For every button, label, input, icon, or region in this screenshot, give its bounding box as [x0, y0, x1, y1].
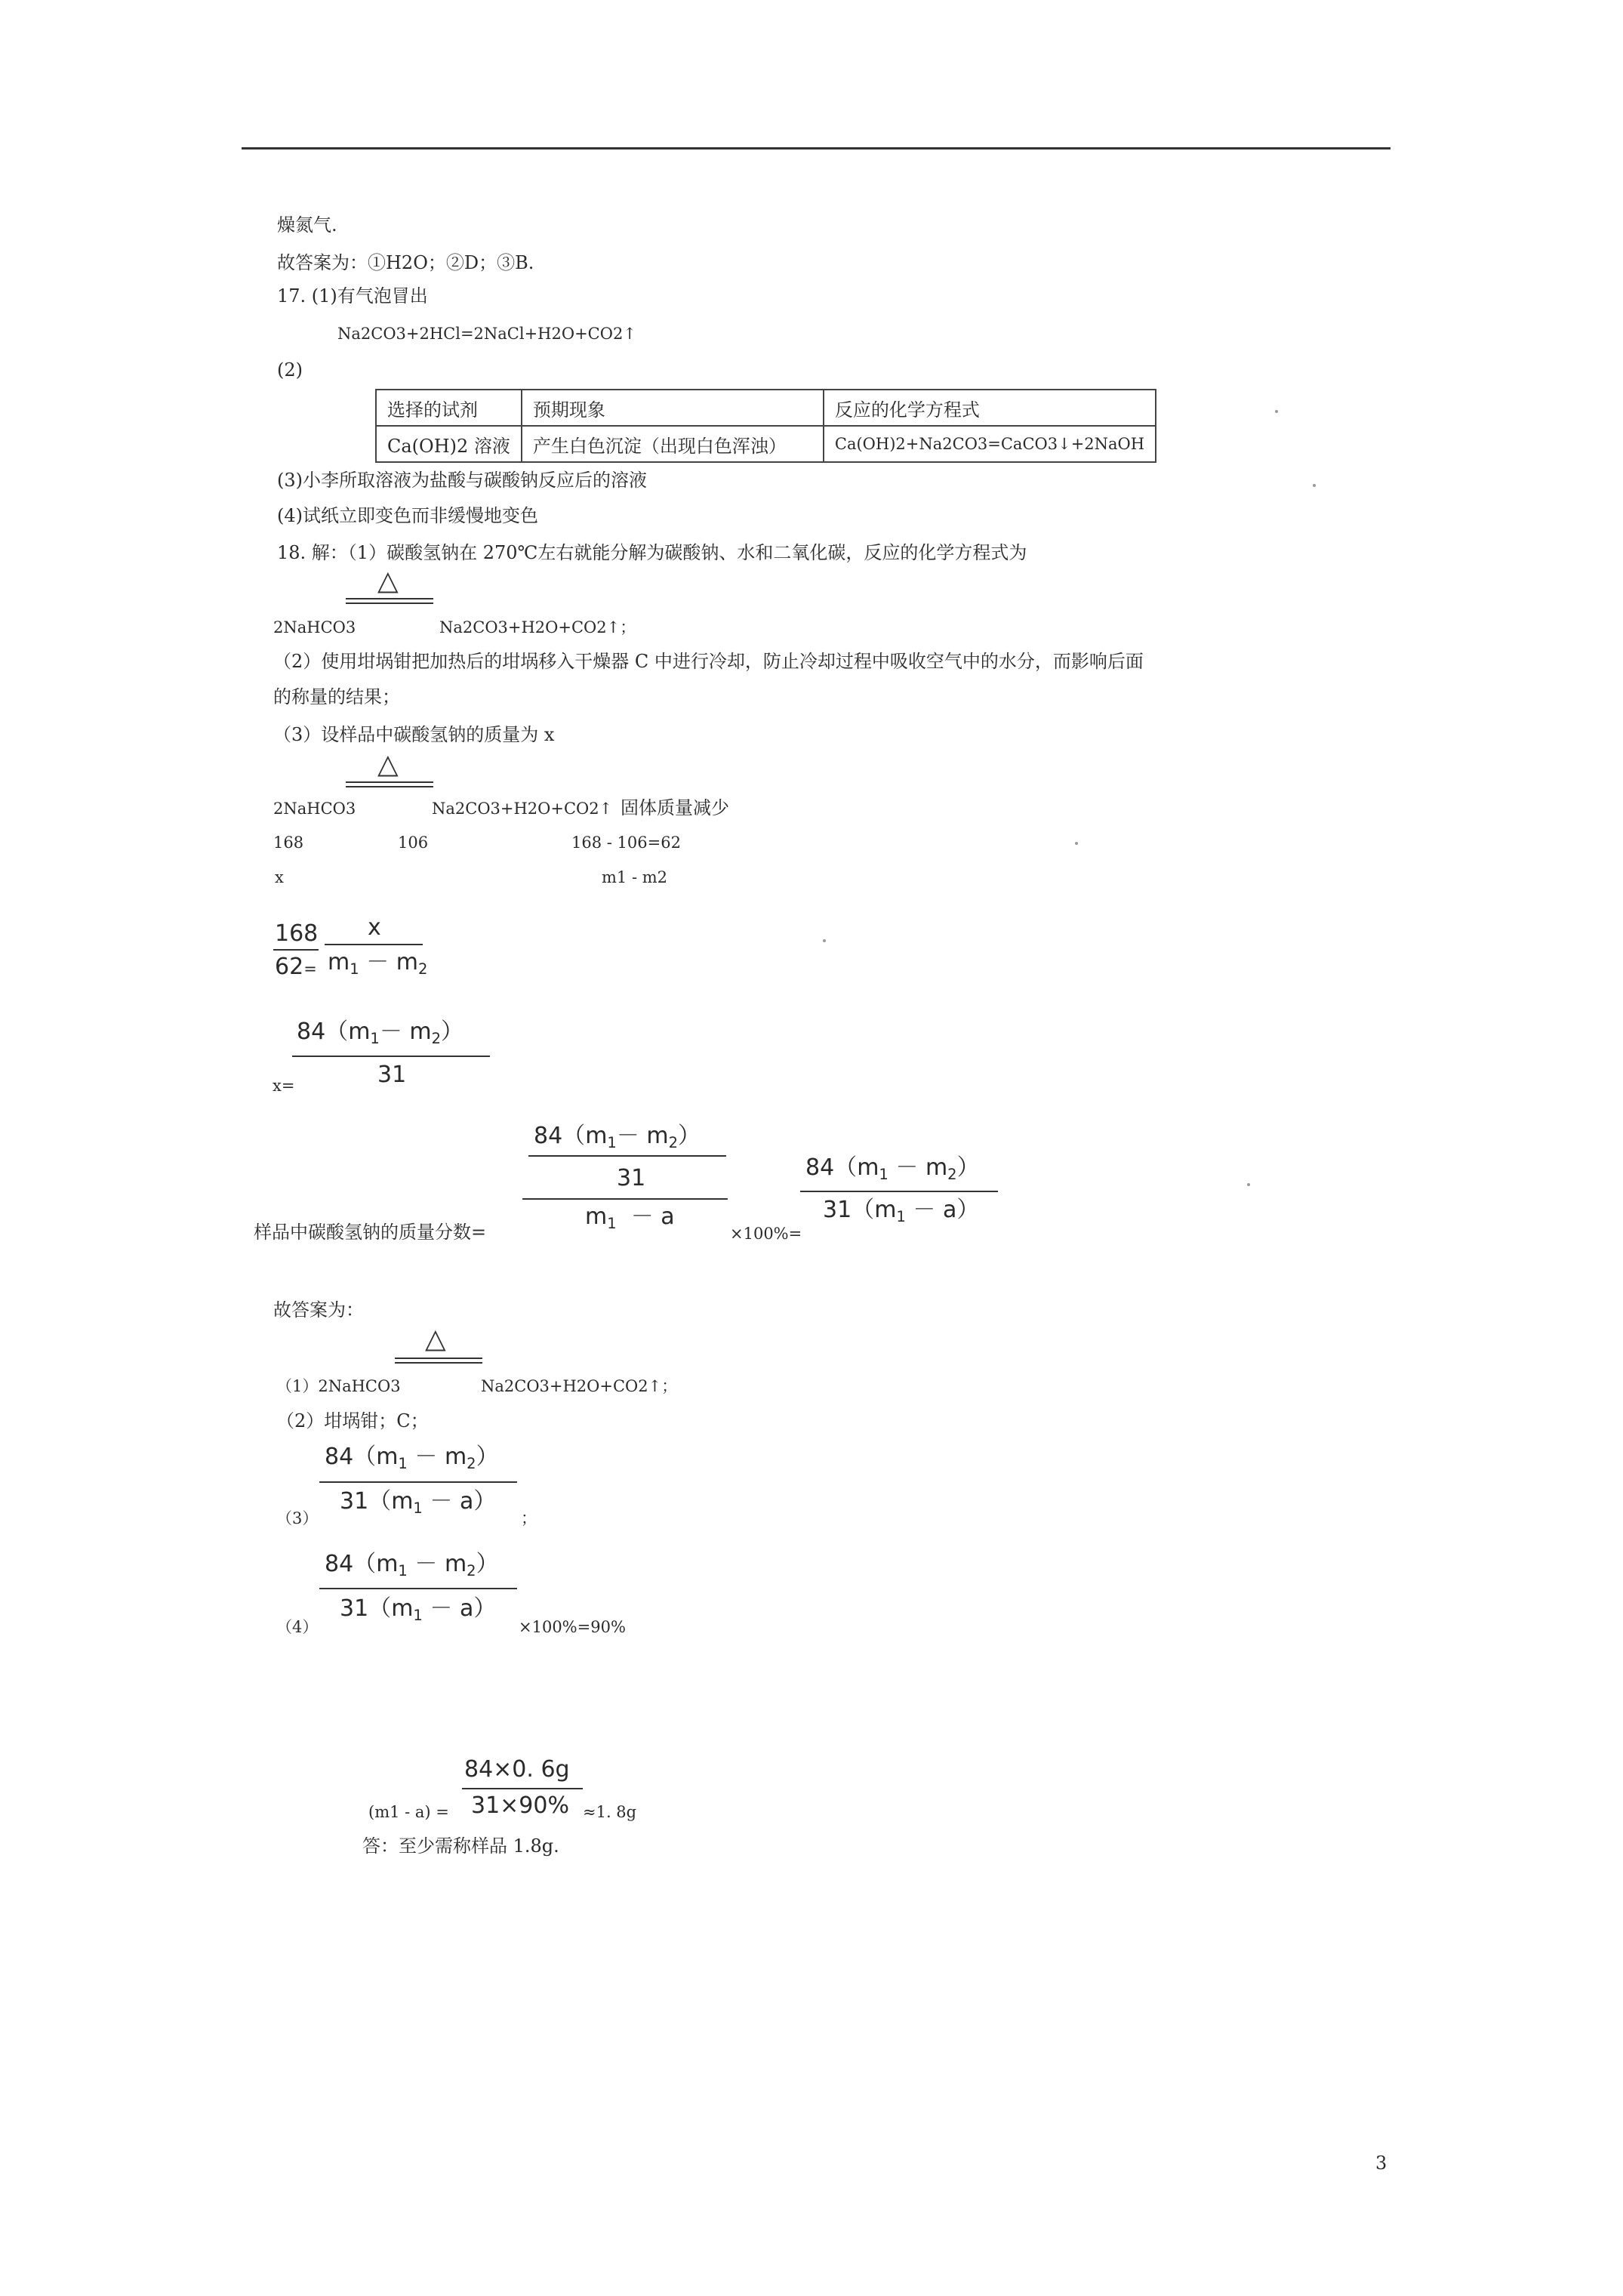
final-answer: 答：至少需称样品 1.8g. [362, 1835, 559, 1857]
fraction-bar [528, 1155, 726, 1157]
fraction-denominator: 31 [617, 1165, 646, 1191]
equation-reactant: 2NaHCO3 [273, 618, 356, 636]
final-result: ≈1. 8g [583, 1803, 637, 1821]
equation-reactant: 2NaHCO3 [273, 800, 356, 818]
equation-products: Na2CO3+H2O+CO2↑ [432, 800, 613, 818]
table-header-cell: 反应的化学方程式 [824, 390, 1156, 426]
table-header-cell: 预期现象 [522, 390, 824, 426]
mass-difference: 168 - 106=62 [571, 834, 681, 852]
final-lhs: (m1 - a) = [368, 1803, 449, 1821]
scan-speck [823, 939, 826, 942]
fraction-denominator: $31(m_1 - a)$ [340, 1595, 497, 1624]
text-line: (3)小李所取溶液为盐酸与碳酸钠反应后的溶液 [277, 470, 647, 491]
equation-products: Na2CO3+H2O+CO2↑； [439, 618, 636, 636]
molar-mass: 106 [398, 834, 429, 852]
fraction-bar [522, 1198, 728, 1200]
unknown-x: x [275, 868, 284, 886]
equation-double-rule [346, 598, 433, 599]
chemical-equation: Na2CO3+2HCl=2NaCl+H2O+CO2↑ [337, 325, 636, 343]
text-line: 故答案为：①H2O；②D；③B. [277, 252, 534, 273]
fraction-numerator: 168 [275, 920, 319, 947]
fraction-numerator: $84(m_1- m_2)$ [534, 1123, 701, 1151]
fraction-denominator: $31(m_1 - a)$ [823, 1197, 980, 1225]
molar-mass: 168 [273, 834, 304, 852]
heat-symbol: △ [425, 1324, 446, 1354]
scan-speck [1275, 410, 1278, 413]
equation-double-rule [346, 603, 433, 604]
text-line: （2）坩埚钳；C； [276, 1410, 429, 1432]
fraction-denominator: 62= [275, 954, 317, 980]
equation-double-rule [346, 786, 433, 787]
fraction-bar [273, 949, 319, 951]
table-cell: Ca(OH)2 溶液 [376, 426, 522, 462]
fraction-numerator: $84(m_1 - m_2)$ [325, 1551, 499, 1579]
question-18-heading: 18. 解：（1）碳酸氢钠在 270℃左右就能分解为碳酸钠、水和二氧化碳，反应的化学方程式为 [277, 542, 1027, 563]
heat-symbol: △ [377, 566, 399, 596]
table-header-row [376, 390, 1156, 426]
fraction-numerator: $84(m_1 - m_2)$ [805, 1154, 980, 1183]
text-line: (2) [277, 359, 303, 381]
fraction-bar [319, 1588, 517, 1589]
fraction-denominator: $m_1 - a$ [585, 1203, 675, 1232]
heat-symbol: △ [377, 749, 399, 780]
text-line: 燥氮气. [277, 214, 337, 236]
times-100-percent: ×100%=90% [519, 1618, 626, 1636]
semicolon: ； [521, 1509, 537, 1527]
fraction-numerator: x [368, 914, 381, 941]
text-line: 的称量的结果； [273, 686, 400, 707]
equation-double-rule [346, 781, 433, 783]
answer-heading: 故答案为： [273, 1299, 364, 1321]
answer-label: （4） [276, 1618, 319, 1636]
fraction-numerator: $84(m_1 - m_2)$ [325, 1444, 499, 1472]
text-line: （2）使用坩埚钳把加热后的坩埚移入干燥器 C 中进行冷却，防止冷却过程中吸收空气中的水分，而影响后面 [273, 651, 1144, 672]
equation-double-rule [395, 1358, 482, 1359]
scan-speck [1247, 1183, 1250, 1186]
text-line: 固体质量减少 [621, 797, 729, 818]
page-number: 3 [1375, 2153, 1387, 2174]
fraction-bar [325, 944, 423, 945]
table-header-cell: 选择的试剂 [376, 390, 522, 426]
fraction-bar [800, 1191, 998, 1192]
header-rule [242, 147, 1390, 149]
fraction-numerator: 84×0. 6g [464, 1756, 570, 1783]
fraction-numerator: $84(m_1- m_2)$ [297, 1019, 464, 1047]
equation-double-rule [395, 1362, 482, 1364]
answer-equation-products: Na2CO3+H2O+CO2↑； [481, 1377, 678, 1395]
fraction-bar [319, 1481, 517, 1483]
times-100-percent: ×100%= [730, 1225, 802, 1243]
text-line: (4)试纸立即变色而非缓慢地变色 [277, 505, 538, 526]
scan-speck [1075, 842, 1078, 845]
mass-fraction-label: 样品中碳酸氢钠的质量分数= [254, 1222, 487, 1243]
scan-speck [1313, 484, 1316, 487]
answer-label: （3） [276, 1509, 319, 1527]
table-cell: 产生白色沉淀（出现白色浑浊） [522, 426, 824, 462]
fraction-denominator: 31×90% [471, 1792, 569, 1819]
answer-equation-reactant: （1）2NaHCO3 [276, 1377, 401, 1395]
fraction-bar [292, 1056, 490, 1057]
fraction-denominator: $31(m_1 - a)$ [340, 1488, 497, 1517]
reagent-table [375, 389, 1156, 463]
fraction-denominator: $m_1 - m_2$ [328, 949, 428, 978]
table-cell: Ca(OH)2+Na2CO3=CaCO3↓+2NaOH [824, 426, 1156, 462]
fraction-denominator: 31 [377, 1062, 407, 1088]
table-row [376, 426, 1156, 462]
fraction-bar [462, 1788, 583, 1789]
equals-sign: = [303, 960, 317, 978]
text-line: （3）设样品中碳酸氢钠的质量为 x [273, 724, 555, 745]
x-equals: x= [273, 1077, 295, 1095]
mass-difference: m1 - m2 [602, 868, 667, 886]
question-17-heading: 17. (1)有气泡冒出 [277, 285, 428, 307]
